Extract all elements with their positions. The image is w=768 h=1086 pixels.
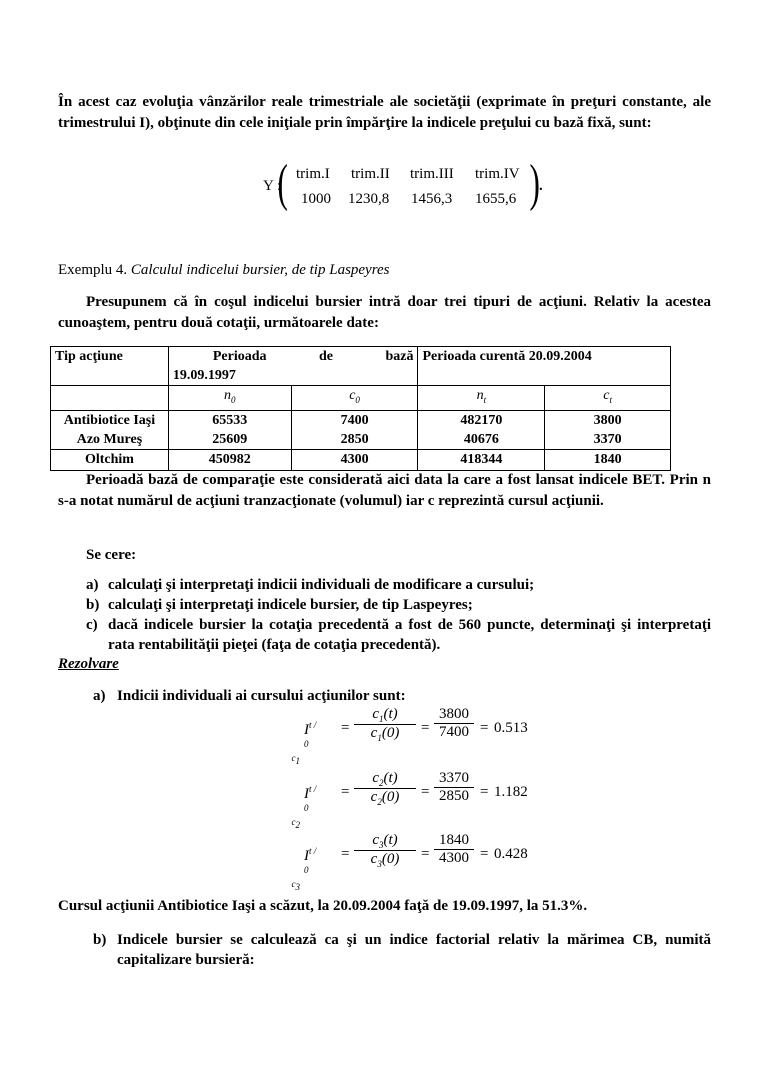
intro-paragraph: În acest caz evoluţia vânzărilor reale trimestriale ale societăţii (exprimate în preţuri constante, ale trimestrului I), obţinute din cele iniţiale prin împărţire la indicele preţului cu bază fixă, sunt: (58, 94, 711, 131)
symbol-n0: $n_0$ (168, 386, 291, 411)
table-row (51, 449, 671, 470)
table-row (51, 410, 671, 449)
example-title: Calculul indicelui bursier, de tip Laspeyres (130, 262, 390, 278)
table-header-type: Tip acţiune (51, 347, 169, 386)
cell-c0: 2850 (340, 431, 369, 447)
list-item: c) dacă indicele bursier la cotaţia precedentă a fost de 560 puncte, determinaţi şi interpretaţi rata rentabilităţii pieţei (faţa de cotaţia precedentă). (86, 617, 711, 653)
list-item: a) calculaţi şi interpretaţi indicii individuali de modificare a cursului; (86, 577, 535, 593)
formula-numerator: 3800 (434, 706, 474, 724)
cell-nt: 482170 (460, 412, 503, 428)
cell-n0: 25609 (212, 431, 248, 447)
table-symbol-row (51, 386, 671, 411)
cell-nt: 418344 (418, 449, 545, 470)
symbol-c0: $c_0$ (291, 386, 418, 411)
se-cere: Se cere: (86, 547, 137, 563)
formula-numerator: 1840 (434, 832, 474, 850)
table-header-base: Perioada de bază 19.09.1997 (168, 347, 418, 386)
rezolvare-heading: Rezolvare (58, 656, 119, 672)
part-b-text: Indicele bursier se calculează ca şi un indice factorial relativ la mărimea CB, numită capitalizare bursieră: (117, 932, 711, 968)
after-table-paragraph: Perioadă bază de comparaţie este considerată aici data la care a fost lansat indicele BET. Prin n s-a notat numărul de acţiuni tranzacţionate (volumul) iar c reprezintă cursul acţiunii. (58, 472, 711, 509)
cell-n0: 65533 (212, 412, 248, 428)
formula-denominator: 7400 (439, 724, 469, 740)
sales-matrix (263, 155, 563, 215)
symbol-nt: $n_t$ (418, 386, 545, 411)
matrix-value: 1655,6 (475, 191, 517, 207)
matrix-value: 1456,3 (411, 191, 453, 207)
example-heading (58, 260, 711, 281)
table-header-row (51, 347, 671, 386)
formula-denominator: 4300 (439, 850, 469, 866)
formula-numerator: 3370 (434, 770, 474, 788)
matrix-header: trim.II (351, 166, 390, 182)
matrix-label: Y : (263, 178, 282, 194)
left-paren: ( (277, 155, 288, 212)
list-item: b) calculaţi şi interpretaţi indicele bursier, de tip Laspeyres; (86, 597, 473, 613)
row-name: Oltchim (51, 449, 169, 470)
cell-c0: 4300 (291, 449, 418, 470)
formula-result: 1.182 (494, 784, 528, 800)
cell-n0: 450982 (168, 449, 291, 470)
matrix-header: trim.III (410, 166, 454, 182)
cell-ct: 3800 (593, 412, 622, 428)
right-paren: ) (529, 155, 540, 212)
matrix-end: . (539, 178, 543, 194)
matrix-header: trim.IV (475, 166, 520, 182)
cell-nt: 40676 (463, 431, 499, 447)
task-list (86, 575, 711, 655)
matrix-value: 1000 (301, 191, 331, 207)
matrix-value: 1230,8 (348, 191, 390, 207)
formula-denominator: 2850 (439, 788, 469, 804)
example-number: Exemplu 4. (58, 262, 128, 278)
part-b: b) Indicele bursier se calculează ca şi un indice factorial relativ la mărimea CB, numită capitalizare bursieră: (93, 932, 711, 968)
table-header-current: Perioada curentă 20.09.2004 (418, 347, 671, 386)
cell-ct: 1840 (545, 449, 671, 470)
cell-ct: 3370 (593, 431, 622, 447)
example-paragraph: Presupunem că în coşul indicelui bursier intră doar trei tipuri de acţiuni. Relativ la acestea cunoaştem, pentru două cotaţii, următoarele date: (58, 294, 711, 331)
row-name: Antibiotice Iaşi Azo Mureş (51, 410, 169, 449)
cell-c0: 7400 (340, 412, 369, 428)
formula-result: 0.428 (494, 846, 528, 862)
stock-table (50, 346, 671, 471)
part-a: a) Indicii individuali ai cursului acţiunilor sunt: (93, 688, 406, 704)
formula-result: 0.513 (494, 720, 528, 736)
symbol-ct: $c_t$ (545, 386, 671, 411)
part-a-text: Indicii individuali ai cursului acţiunilor sunt: (117, 688, 406, 704)
conclusion: Cursul acţiunii Antibiotice Iaşi a scăzut, la 20.09.2004 faţă de 19.09.1997, la 51.3%. (58, 898, 588, 914)
matrix-header: trim.I (296, 166, 330, 182)
